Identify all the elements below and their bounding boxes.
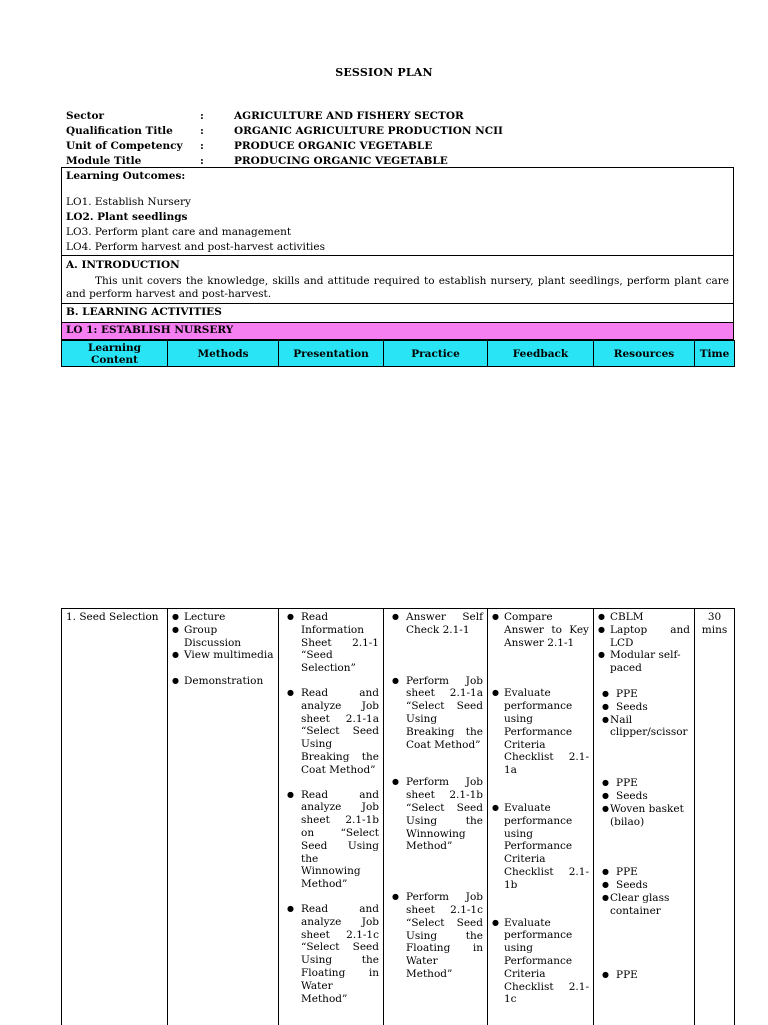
learning-outcomes-heading: Learning Outcomes: [66, 170, 186, 182]
introduction-text: This unit covers the knowledge, skills and attitude required to establish nursery, plant seedlings, perform plant care and perform harvest and post-harvest. [66, 275, 729, 300]
session-metadata [66, 109, 726, 169]
list-item: ● PPE [598, 969, 690, 982]
list-item: ● Read and analyze Job sheet 2.1-1b on “Select Seed Using the Winnowing Method” [283, 789, 379, 891]
list-item: ● Evaluate performance using Performance Criteria Checklist 2.1-1b [492, 802, 589, 892]
list-item: ● Lecture [172, 611, 274, 624]
meta-label: Module Title [66, 155, 142, 167]
page-title: SESSION PLAN [335, 66, 433, 79]
meta-sector [66, 109, 726, 124]
meta-label: Unit of Competency [66, 140, 183, 152]
meta-value: ORGANIC AGRICULTURE PRODUCTION NCII [234, 125, 503, 137]
list-item: ● Laptop and LCD [598, 624, 690, 650]
list-item: ● Group Discussion [172, 624, 274, 650]
meta-separator: : [200, 140, 204, 152]
learning-activities-heading: B. LEARNING ACTIVITIES [61, 304, 734, 323]
cell-time [695, 609, 735, 1025]
header-resources: Resources [594, 341, 695, 367]
list-item: ● Seeds [598, 790, 690, 803]
meta-separator: : [200, 155, 204, 167]
list-item: ● Answer Self Check 2.1-1 [388, 611, 483, 637]
list-item: ● Read and analyze Job sheet 2.1-1c “Select Seed Using the Floating in Water Method” [283, 903, 379, 1005]
list-item: ● PPE [598, 688, 690, 701]
header-presentation: Presentation [279, 341, 384, 367]
cell-resources [594, 609, 695, 1025]
list-item: ● Perform Job sheet 2.1-1a “Select Seed Using Breaking the Coat Method” [388, 675, 483, 752]
list-item: ● Modular self-paced [598, 649, 690, 675]
meta-value: PRODUCING ORGANIC VEGETABLE [234, 155, 448, 167]
cell-learning-content [62, 609, 168, 1025]
meta-label: Sector [66, 110, 105, 122]
meta-separator: : [200, 125, 204, 137]
cell-feedback [488, 609, 594, 1025]
time-text: 30 mins [701, 611, 728, 636]
meta-value: AGRICULTURE AND FISHERY SECTOR [234, 110, 464, 122]
list-item: ● Woven basket (bilao) [598, 803, 690, 829]
header-time: Time [695, 341, 735, 367]
list-item: ● Compare Answer to Key Answer 2.1-1 [492, 611, 589, 649]
list-item: ● Seeds [598, 701, 690, 714]
learning-outcome-item: LO2. Plant seedlings [66, 211, 188, 223]
introduction-heading: A. INTRODUCTION [66, 259, 180, 271]
list-item: ● PPE [598, 777, 690, 790]
table-row [62, 609, 735, 1025]
header-practice: Practice [384, 341, 488, 367]
meta-label: Qualification Title [66, 125, 173, 137]
list-item: ● Read Information Sheet 2.1-1 “Seed Selection” [283, 611, 379, 675]
activities-table [61, 608, 735, 1025]
learning-outcome-item: LO1. Establish Nursery [66, 196, 191, 208]
header-feedback: Feedback [488, 341, 594, 367]
learning-outcomes-box [61, 167, 734, 256]
list-item: ● CBLM [598, 611, 690, 624]
cell-presentation [279, 609, 384, 1025]
header-methods: Methods [168, 341, 279, 367]
header-learning-content: Learning Content [62, 341, 168, 367]
learning-outcome-item: LO4. Perform harvest and post-harvest activities [66, 241, 326, 253]
list-item: ● Seeds [598, 879, 690, 892]
learning-outcome-item: LO3. Perform plant care and management [66, 226, 292, 238]
list-item: ● Perform Job sheet 2.1-1b “Select Seed Using the Winnowing Method” [388, 776, 483, 853]
introduction-section [61, 256, 734, 304]
list-item: ● Clear glass container [598, 892, 690, 918]
list-item: ● Nail clipper/scissor [598, 714, 690, 740]
cell-methods [168, 609, 279, 1025]
meta-qualification-title [66, 124, 726, 139]
activities-table-header [61, 340, 735, 367]
learning-content-text: 1. Seed Selection [66, 611, 159, 623]
meta-value: PRODUCE ORGANIC VEGETABLE [234, 140, 433, 152]
list-item: ● Perform Job sheet 2.1-1c “Select Seed Using the Floating in Water Method” [388, 891, 483, 981]
lo1-heading: LO 1: ESTABLISH NURSERY [61, 323, 734, 340]
cell-practice [384, 609, 488, 1025]
meta-unit-of-competency [66, 139, 726, 154]
meta-separator: : [200, 110, 204, 122]
list-item: ● View multimedia [172, 649, 274, 662]
list-item: ● Evaluate performance using Performance Criteria Checklist 2.1-1c [492, 917, 589, 1007]
list-item: ● Read and analyze Job sheet 2.1-1a “Select Seed Using Breaking the Coat Method” [283, 687, 379, 777]
list-item: ● Demonstration [172, 675, 274, 688]
list-item: ● PPE [598, 866, 690, 879]
list-item: ● Evaluate performance using Performance Criteria Checklist 2.1-1a [492, 687, 589, 777]
